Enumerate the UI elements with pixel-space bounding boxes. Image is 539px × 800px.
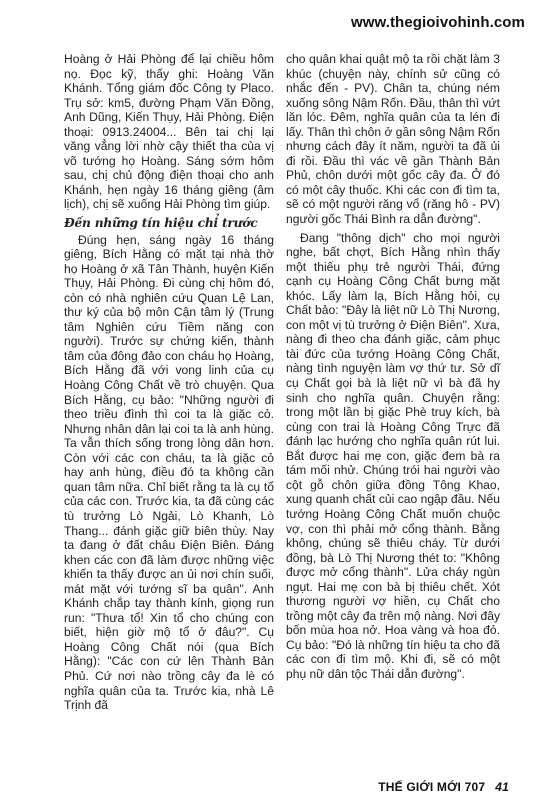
- right-column: [286, 52, 500, 682]
- site-url: www.thegioivohinh.com: [350, 14, 525, 31]
- magazine-name: THẾ GIỚI MỚI 707: [378, 780, 486, 794]
- left-column: [64, 52, 274, 713]
- section-subheading: Đến những tín hiệu chỉ trước: [64, 216, 258, 231]
- right-paragraph-1: cho quân khai quật mộ ta rồi chặt làm 3 khúc (chuyện này, chính sử cũng có nhắc đến - PV). Chân ta, chúng ném xuống sông Nậm Rốn. Đầu, thân thì vứt lăn lóc. Đêm, nghĩa quân của ta lén đi lấy. Thân thì chôn ở gần sông Nậm Rốn nhưng cách đây ít năm, người ta đã ủi đi rồi. Đầu thì vác về gần Thành Bản Phủ, chôn dưới một gốc cây đa. Ở đó có một cây thuốc. Khi các con đi tìm ta, sẽ có một người răng vổ (răng hô - PV) người gốc Thái Bình ra dẫn đường".: [286, 52, 500, 227]
- left-paragraph-2: Đúng hẹn, sáng ngày 16 tháng giêng, Bích Hằng có mặt tại nhà thờ họ Hoàng ở xã Tân Thành, huyện Kiến Thụy, Hải Phòng. Đi cùng chị hôm đó, còn có nhà nghiên cứu Quan Lệ Lan, thư ký của bộ môn Cận tâm lý (Trung tâm Nghiên cứu Tiềm năng con người). Trước sự chứng kiến, thành tâm của đông đảo con cháu họ Hoàng, Bích Hằng đã với vong linh của cụ Hoàng Công Chất về trò chuyện. Qua Bích Hằng, cụ bảo: "Những người đi theo triều đình thì coi ta là giặc cỏ. Nhưng nhân dân lại coi ta là anh hùng. Ta vẫn thích sống trong lòng dân hơn. Còn với các con cháu, ta là giặc cỏ hay anh hùng, điều đó ta không cần quan tâm nữa. Chỉ biết rằng ta là cụ tổ của các con. Trước kia, ta đã cùng các tù trưởng Lò Ngải, Lò Khanh, Lò Thang... đánh giặc giữ biên thùy. Nay ta đang ở đất châu Điện Biên. Đáng khen các con đã làm được những việc khiến ta thấy được an ủi nơi chín suối, mát mặt với tướng sĩ ba quân". Anh Khánh chắp tay thành kính, giọng run run: "Thưa tổ! Xin tổ cho chúng con biết, hiện giờ mộ tổ ở đâu?". Cụ Hoàng Công Chất nói (qua Bích Hằng): "Các con cứ lên Thành Bản Phủ. Cứ nơi nào trồng cây đa lè có nghĩa quân của ta. Trước kia, nhà Lê Trịnh đã: [64, 232, 274, 713]
- page-footer: [378, 780, 509, 794]
- left-paragraph-1: Hoàng ở Hải Phòng để lại chiều hôm nọ. Đọc kỹ, thấy ghi: Hoàng Văn Khánh. Tổng giám đốc Công ty Placo. Trụ sở: km5, đường Phạm Văn Đồng, Anh Dũng, Kiến Thụy, Hải Phòng. Điện thoại: 0913.24004... Bên tai chị lại văng vẳng lời nhờ cậy thiết tha của vị võ tướng họ Hoàng. Sáng sớm hôm sau, chị chủ động điện thoại cho anh Khánh, hẹn ngày 16 tháng giêng (âm lịch), chị sẽ xuống Hải Phòng tìm giúp.: [64, 52, 274, 212]
- right-paragraph-2: Đang "thông dịch" cho mọi người nghe, bất chợt, Bích Hằng nhìn thấy một thiếu phụ trẻ người Thái, đứng cạnh cụ Hoàng Công Chất bưng mặt khóc. Lấy làm lạ, Bích Hằng hỏi, cụ Chất bảo: "Đây là liệt nữ Lò Thị Nương, con một vị tù trưởng ở Điện Biên". Xưa, nàng đi theo cha đánh giặc, cảm phục tài đức của tướng Hoàng Công Chất, nàng tình nguyện làm vợ thứ tư. Sở dĩ cụ Chất gọi bà là liệt nữ vì bà đã hy sinh cho nghĩa quân. Chuyện rằng: trong một lần bị giặc Phè truy kích, bà cùng con trai là Hoàng Công Trực đã đánh lạc hướng cho nghĩa quân rút lui. Bắt được hai mẹ con, giặc đem bà ra tám mối nhử. Chúng trói hai người vào cột gỗ chôn giữa đồng Tông Khao, xung quanh chất củi cao ngập đầu. Nếu tướng Hoàng Công Chất muốn chuộc vợ, con thì phải mở cổng thành. Bằng không, chúng sẽ thiêu cháy. Từ dưới đồng, bà Lò Thị Nương thét to: "Không được mở cổng thành". Lửa cháy ngùn ngụt. Hai mẹ con bà bị thiêu chết. Xót thương người vợ hiền, cụ Chất cho trồng một cây đa trên mộ nàng. Nơi đây bốn mùa hoa nở. Hoa vàng và hoa đỏ. Cụ bảo: "Đó là những tín hiệu ta cho đã các con đi tìm mộ. Khi đi, sẽ có một phụ nữ dân tộc Thái dẫn đường".: [286, 230, 500, 681]
- page-number: 41: [495, 780, 509, 794]
